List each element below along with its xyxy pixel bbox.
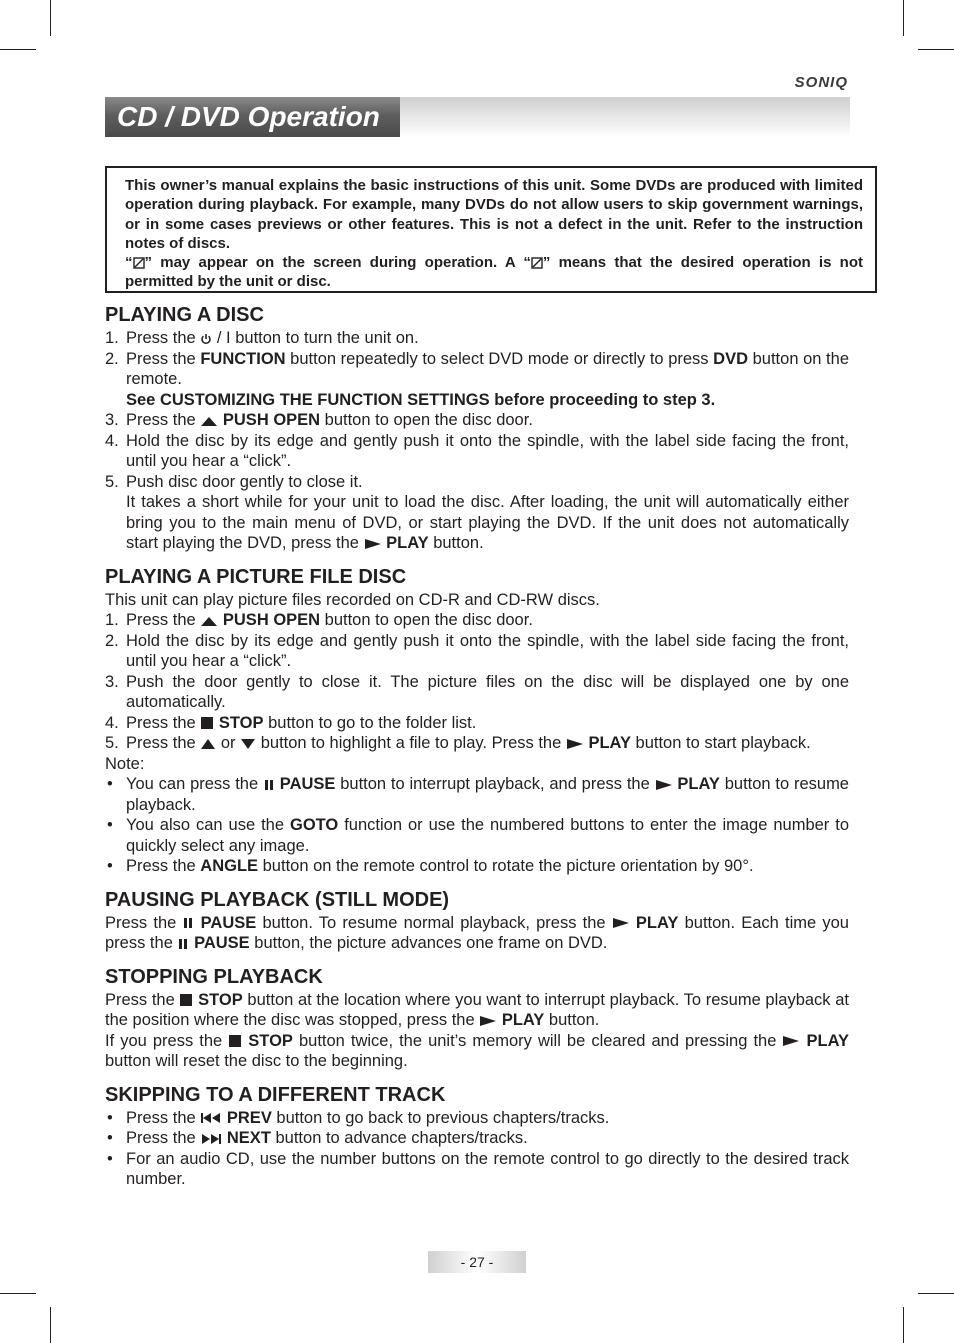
section-heading-picture-disc: PLAYING A PICTURE FILE DISC [105,565,407,588]
section-heading-playing-disc: PLAYING A DISC [105,304,264,326]
list-item: 3. Push the door gently to close it. The picture files on the disc will be displayed one by one automatically. [105,672,849,711]
list-item: 1. Press the PUSH OPEN button to open the disc door. [105,611,533,629]
spacer [105,1072,849,1082]
section-heading-stopping: STOPPING PLAYBACK [105,965,323,988]
play-icon [364,538,382,550]
section-heading-skipping: SKIPPING TO A DIFFERENT TRACK [105,1083,446,1106]
spacer [105,954,849,964]
next-icon [200,1133,222,1145]
list-item: • Press the ANGLE button on the remote control to rotate the picture orientation by 90°. [107,857,754,875]
eject-icon [200,615,218,627]
list-item: 4. Hold the disc by its edge and gently push it onto the spindle, with the label side facing the front, until you hear a “click”. [105,431,849,470]
down-arrow-icon [240,738,256,750]
section-intro: This unit can play picture files recorded on CD-R and CD-RW discs. [105,590,600,609]
crop-mark [50,0,51,36]
list-item: • Press the PREV button to go back to previous chapters/tracks. [107,1108,610,1127]
crop-mark [918,1293,954,1294]
spacer [105,554,849,564]
list-item: 2. Hold the disc by its edge and gently push it onto the spindle, with the label side facing the front, until you hear a “click”. [105,631,849,670]
list-item: • For an audio CD, use the number buttons on the remote control to go directly to the desired track number. [107,1149,849,1188]
prohibited-icon [531,257,543,269]
eject-icon [200,415,218,427]
play-icon [612,917,630,929]
stop-icon [200,717,214,729]
list-item: 5. Press the or button to highlight a file to play. Press the PLAY button to start playback. [105,734,811,752]
section-heading-pausing: PAUSING PLAYBACK (STILL MODE) [105,888,450,911]
power-icon [200,333,212,345]
page-number: - 27 - [428,1251,526,1273]
list-item: 3. Press the PUSH OPEN button to open the disc door. [105,411,533,429]
brand-logo: SONIQ [794,74,848,91]
paragraph: Press the STOP button at the location where you want to interrupt playback. To resume playback at the position where the disc was stopped, press the PLAY button. [105,990,849,1029]
paragraph: Press the PAUSE button. To resume normal playback, press the PLAY button. Each time you press the PAUSE button, the picture advances one frame on DVD. [105,913,849,952]
stop-icon [179,994,193,1006]
up-arrow-icon [200,738,216,750]
crop-mark [50,1307,51,1343]
prohibited-icon [133,257,145,269]
prev-icon [200,1112,222,1124]
pause-icon [182,917,194,929]
list-item: 2. Press the FUNCTION button repeatedly to select DVD mode or directly to press DVD button on the remote. See CUSTOMIZING THE FUNCTION SETTINGS before proceeding to step 3. [105,349,849,409]
pause-icon [177,938,189,950]
crop-mark [903,1307,904,1343]
pause-icon [263,779,275,791]
crop-mark [918,49,954,50]
list-item: • You also can use the GOTO function or use the numbered buttons to enter the image number to quickly select any image. [107,816,849,855]
list-item: 4. Press the STOP button to go to the folder list. [105,713,477,732]
notice-box [105,166,877,293]
list-item: 1. Press the / I button to turn the unit on. [105,329,419,347]
crop-mark [0,49,36,50]
list-item: 5. Push disc door gently to close it. It takes a short while for your unit to load the disc. After loading, the unit will automatically either bring you to the main menu of DVD, or start playing the DVD. If the unit does not automatically start playing the DVD, press the PLAY button. [105,472,849,552]
stop-icon [228,1035,242,1047]
crop-mark [903,0,904,36]
note-label: Note: [105,754,145,773]
manual-content [105,302,849,1190]
list-item: • Press the NEXT button to advance chapters/tracks. [107,1129,528,1147]
notice-prohibit-text: “ ” may appear on the screen during operation. A “ ” means that the desired operation is not permitted by the unit or disc. [125,254,863,291]
paragraph: If you press the STOP button twice, the unit’s memory will be cleared and pressing the PLAY button will reset the disc to the beginning. [105,1031,849,1070]
play-icon [479,1015,497,1027]
play-icon [655,779,673,791]
play-icon [566,738,584,750]
notice-text: This owner’s manual explains the basic instructions of this unit. Some DVDs are produced with limited operation during playback. For example, many DVDs do not allow users to skip government warnings, or in some cases previews or other features. This is not a defect in the unit. Refer to the instruction notes of discs. [125,177,863,252]
crop-mark [0,1293,36,1294]
play-icon [782,1035,800,1047]
page-title: CD / DVD Operation [117,101,380,132]
list-item: • You can press the PAUSE button to interrupt playback, and press the PLAY button to resume playback. [107,775,849,814]
spacer [105,877,849,887]
